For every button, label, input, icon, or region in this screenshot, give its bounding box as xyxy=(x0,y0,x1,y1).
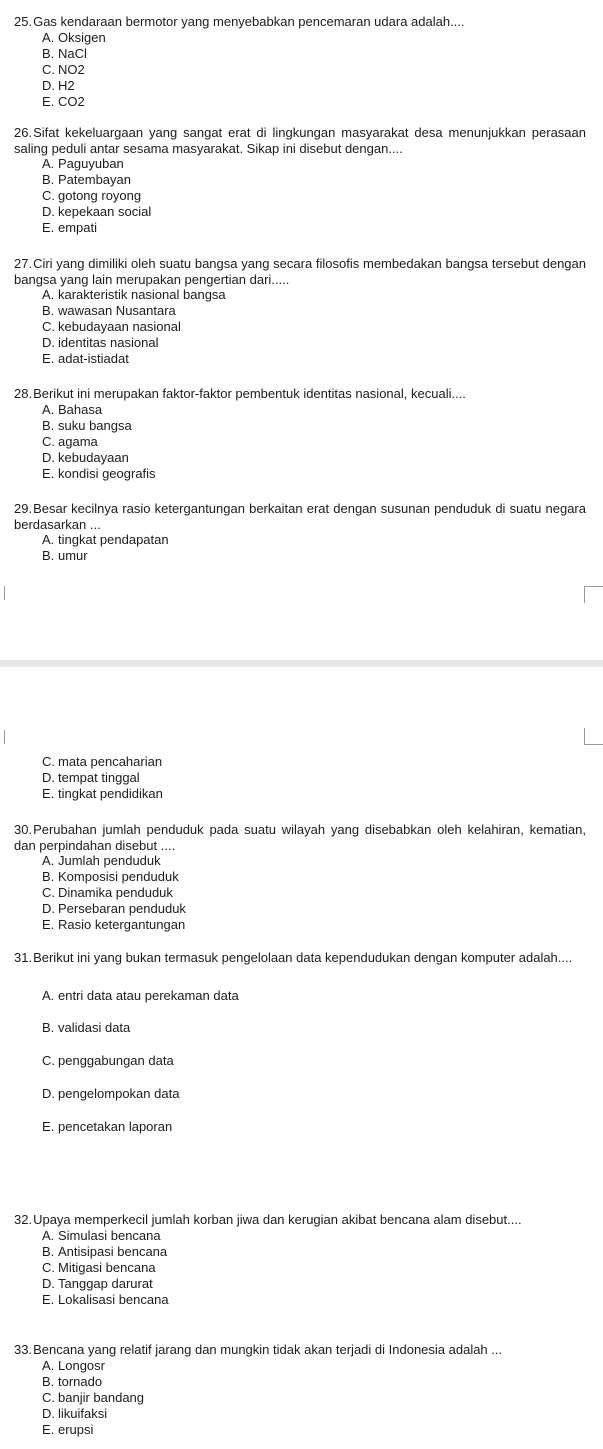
option-a[interactable]: A. Jumlah penduduk xyxy=(42,853,161,868)
option-b[interactable]: B. suku bangsa xyxy=(42,417,132,433)
option-e[interactable]: E. kondisi geografis xyxy=(42,465,156,481)
question-29 xyxy=(0,501,603,564)
question-stem xyxy=(14,1212,586,1228)
option-b[interactable]: B. validasi data xyxy=(42,1020,131,1036)
question-29-continued xyxy=(0,754,603,802)
option-d[interactable]: D. pengelompokan data xyxy=(42,1085,180,1101)
option-d[interactable]: D. kebudayaan xyxy=(42,449,129,465)
option-e[interactable]: E. empati xyxy=(42,220,98,235)
option-a[interactable]: A. Oksigen xyxy=(42,29,106,45)
question-number: 28. xyxy=(14,386,33,401)
question-text: Berikut ini merupakan faktor-faktor pembentuk identitas nasional, kecuali.... xyxy=(33,386,466,401)
question-25 xyxy=(0,14,603,110)
option-d[interactable]: D. Tanggap darurat xyxy=(42,1275,153,1291)
option-d[interactable]: D. Persebaran penduduk xyxy=(42,901,186,916)
option-a[interactable]: A. tingkat pendapatan xyxy=(42,532,169,547)
question-text: Bencana yang relatif jarang dan mungkin tidak akan terjadi di Indonesia adalah ... xyxy=(33,1342,503,1357)
option-b[interactable]: B. NaCl xyxy=(42,45,87,61)
option-c[interactable]: C. mata pencaharian xyxy=(42,754,163,769)
option-e[interactable]: E. CO2 xyxy=(42,93,85,109)
question-stem xyxy=(14,256,586,287)
question-stem xyxy=(14,822,586,853)
option-list xyxy=(0,532,603,564)
question-32 xyxy=(0,1212,603,1308)
option-d[interactable]: D. identitas nasional xyxy=(42,335,159,350)
option-e[interactable]: E. tingkat pendidikan xyxy=(42,786,163,801)
option-e[interactable]: E. Rasio ketergantungan xyxy=(42,917,186,932)
option-a[interactable]: A. Longosr xyxy=(42,1357,105,1373)
question-text: Ciri yang dimiliki oleh suatu bangsa yang secara filosofis membedakan bangsa tersebut dengan bangsa yang lain merupakan pengertian dari..... xyxy=(14,256,586,287)
option-d[interactable]: D. likuifaksi xyxy=(42,1405,108,1421)
option-a[interactable]: A. karakteristik nasional bangsa xyxy=(42,287,226,302)
page-divider xyxy=(0,660,603,667)
question-stem xyxy=(14,14,586,30)
question-number: 30. xyxy=(14,822,33,837)
option-a[interactable]: A. Simulasi bencana xyxy=(42,1227,161,1243)
option-d[interactable]: D. H2 xyxy=(42,77,75,93)
question-stem xyxy=(14,501,586,532)
question-number: 27. xyxy=(14,256,33,271)
option-e[interactable]: E. Lokalisasi bencana xyxy=(42,1291,169,1307)
option-a[interactable]: A. Bahasa xyxy=(42,401,103,417)
option-list xyxy=(0,156,603,236)
option-b[interactable]: B. Patembayan xyxy=(42,172,131,187)
option-c[interactable]: C. agama xyxy=(42,433,98,449)
option-b[interactable]: B. tornado xyxy=(42,1373,103,1389)
option-c[interactable]: C. Mitigasi bencana xyxy=(42,1259,156,1275)
question-stem xyxy=(14,125,586,156)
question-number: 29. xyxy=(14,501,33,516)
question-text: Besar kecilnya rasio ketergantungan berkaitan erat dengan susunan penduduk di suatu negara berdasarkan ... xyxy=(14,501,586,532)
question-number: 32. xyxy=(14,1212,33,1227)
option-c[interactable]: C. kebudayaan nasional xyxy=(42,319,181,334)
question-28 xyxy=(0,386,603,482)
question-27 xyxy=(0,256,603,367)
option-list xyxy=(0,1228,603,1308)
option-a[interactable]: A. Paguyuban xyxy=(42,156,124,171)
option-b[interactable]: B. Komposisi penduduk xyxy=(42,869,179,884)
page-corner-mark xyxy=(0,730,5,744)
question-stem xyxy=(14,1342,586,1358)
question-stem xyxy=(14,386,586,402)
question-text: Perubahan jumlah penduduk pada suatu wilayah yang disebabkan oleh kelahiran, kematian, dan perpindahan disebut .... xyxy=(14,822,586,853)
option-list xyxy=(0,853,603,933)
question-31 xyxy=(0,950,603,1151)
option-c[interactable]: C. gotong royong xyxy=(42,188,142,203)
option-e[interactable]: E. adat-istiadat xyxy=(42,351,129,366)
option-c[interactable]: C. banjir bandang xyxy=(42,1389,145,1405)
option-c[interactable]: C. Dinamika penduduk xyxy=(42,885,173,900)
option-list xyxy=(0,754,603,802)
option-e[interactable]: E. pencetakan laporan xyxy=(42,1118,173,1134)
question-30 xyxy=(0,822,603,933)
option-b[interactable]: B. wawasan Nusantara xyxy=(42,303,176,318)
option-a[interactable]: A. entri data atau perekaman data xyxy=(42,987,239,1003)
question-33 xyxy=(0,1342,603,1438)
option-list xyxy=(0,988,603,1135)
question-26 xyxy=(0,125,603,236)
option-list xyxy=(0,402,603,482)
question-text: Gas kendaraan bermotor yang menyebabkan pencemaran udara adalah.... xyxy=(33,14,465,29)
question-stem xyxy=(14,950,586,966)
question-text: Upaya memperkecil jumlah korban jiwa dan kerugian akibat bencana alam disebut.... xyxy=(33,1212,522,1227)
option-list xyxy=(0,287,603,367)
option-c[interactable]: C. NO2 xyxy=(42,61,85,77)
option-d[interactable]: D. tempat tinggal xyxy=(42,770,140,785)
page-corner-mark xyxy=(584,728,603,745)
option-c[interactable]: C. penggabungan data xyxy=(42,1053,174,1069)
option-b[interactable]: B. umur xyxy=(42,548,88,563)
option-e[interactable]: E. erupsi xyxy=(42,1421,94,1437)
page-corner-mark xyxy=(584,586,603,603)
option-b[interactable]: B. Antisipasi bencana xyxy=(42,1243,168,1259)
question-number: 25. xyxy=(14,14,33,29)
option-list xyxy=(0,1358,603,1438)
page-corner-mark xyxy=(0,586,5,600)
question-number: 33. xyxy=(14,1342,33,1357)
option-list xyxy=(0,30,603,110)
question-number: 26. xyxy=(14,125,33,140)
question-text: Berikut ini yang bukan termasuk pengelolaan data kependudukan dengan komputer adalah.... xyxy=(33,950,573,965)
option-d[interactable]: D. kepekaan social xyxy=(42,204,152,219)
question-number: 31. xyxy=(14,950,33,965)
question-text: Sifat kekeluargaan yang sangat erat di lingkungan masyarakat desa menunjukkan perasaan saling peduli antar sesama masyarakat. Sikap ini disebut dengan.... xyxy=(14,125,586,156)
